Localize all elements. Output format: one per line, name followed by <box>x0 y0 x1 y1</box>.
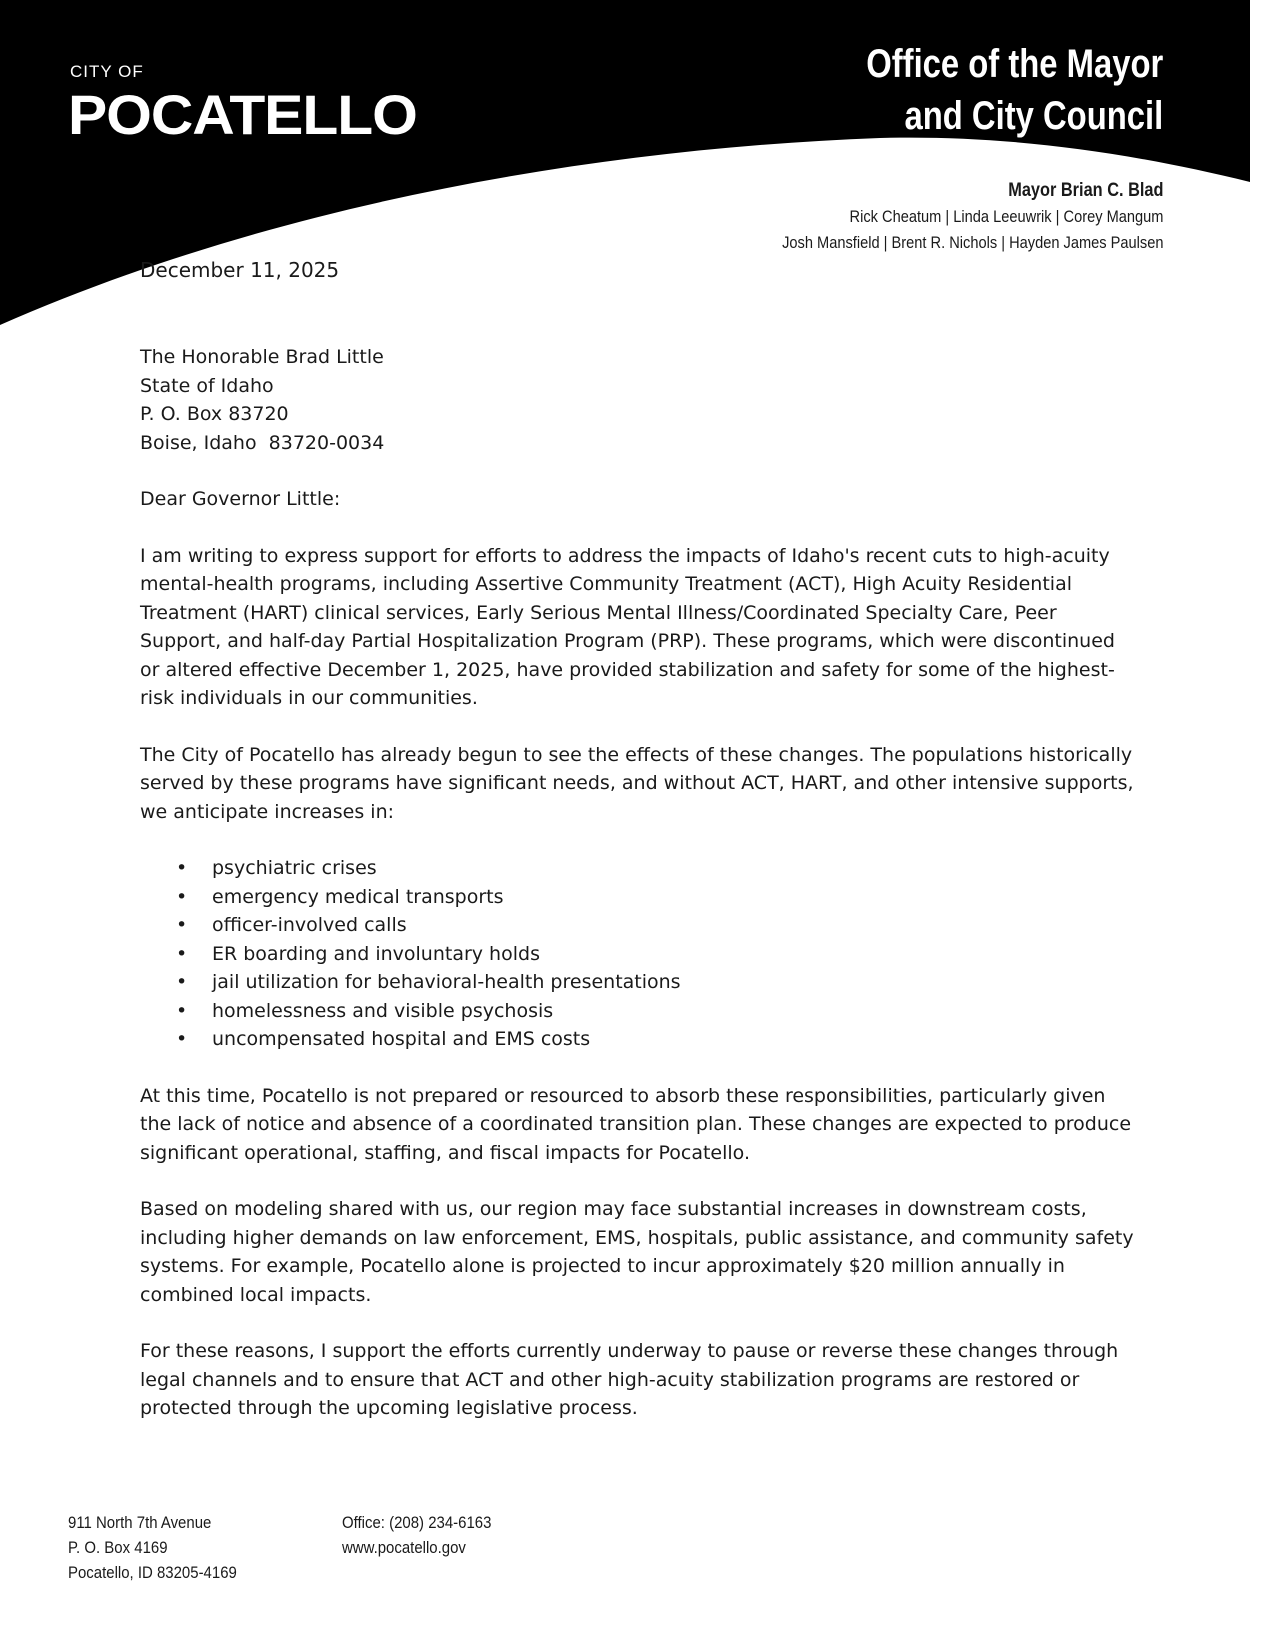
office-title-line2: and City Council <box>904 94 1163 138</box>
city-logo: POCATELLO <box>68 83 417 146</box>
council-list <box>782 178 1163 256</box>
paragraph: At this time, Pocatello is not prepared or resourced to absorb these responsibilities, particularly given the lack of notice and absence of a coordinated transition plan. These changes are expected to produce significant operational, staffing, and fiscal impacts for Pocatello. <box>140 1084 1132 1164</box>
recipient-address <box>140 343 1140 457</box>
council-line-2: Josh Mansfield | Brent R. Nichols | Hayden James Paulsen <box>781 233 1163 252</box>
office-title <box>866 38 1163 142</box>
letter-body <box>140 343 1140 1451</box>
salutation: Dear Governor Little: <box>140 488 341 510</box>
list-item: • uncompensated hospital and EMS costs <box>212 1025 1140 1054</box>
recipient-line: Boise, Idaho 83720-0034 <box>140 431 385 454</box>
address-line: Pocatello, ID 83205-4169 <box>68 1563 237 1582</box>
address-line: 911 North 7th Avenue <box>68 1513 212 1532</box>
recipient-line: State of Idaho <box>140 374 274 397</box>
footer-address <box>68 1510 237 1585</box>
paragraph: I am writing to express support for efforts to address the impacts of Idaho's recent cuts to high-acuity mental-health programs, including Assertive Community Treatment (ACT), High Acuity Residential Treatment (HART) clinical services, Early Serious Mental Illness/Coordinated Specialty Care, Peer Support, and half-day Partial Hospitalization Program (PRP). These programs, which were discontinued or altered effective December 1, 2025, have provided stabilization and safety for some of the highest-risk individuals in our communities. <box>140 544 1115 709</box>
website-link[interactable]: www.pocatello.gov <box>342 1538 466 1557</box>
office-phone: Office: (208) 234-6163 <box>342 1513 492 1532</box>
list-item: • ER boarding and involuntary holds <box>212 940 1140 969</box>
footer-contact <box>342 1510 491 1560</box>
list-item: • officer-involved calls <box>212 911 1140 940</box>
address-line: P. O. Box 4169 <box>68 1538 168 1557</box>
letter-date: December 11, 2025 <box>140 258 340 282</box>
paragraph: For these reasons, I support the efforts currently underway to pause or reverse these changes through legal channels and to ensure that ACT and other high-acuity stabilization programs are restored or protected through the upcoming legislative process. <box>140 1340 1119 1419</box>
logo-city-of: CITY OF <box>70 62 144 81</box>
paragraph: Based on modeling shared with us, our region may face substantial increases in downstream costs, including higher demands on law enforcement, EMS, hospitals, public assistance, and community safety systems. For example, Pocatello alone is projected to incur approximately $20 million annually in combined local impacts. <box>140 1198 1134 1306</box>
list-item: • jail utilization for behavioral-health presentations <box>212 968 1140 997</box>
list-item: • emergency medical transports <box>212 883 1140 912</box>
mayor-name: Mayor Brian C. Blad <box>1007 180 1163 201</box>
council-line-1: Rick Cheatum | Linda Leeuwrik | Corey Mangum <box>849 207 1163 226</box>
paragraph: The City of Pocatello has already begun to see the effects of these changes. The populations historically served by these programs have significant needs, and without ACT, HART, and other intensive supports, we anticipate increases in: <box>140 743 1134 823</box>
list-item: • homelessness and visible psychosis <box>212 997 1140 1026</box>
recipient-line: The Honorable Brad Little <box>140 346 384 368</box>
list-item: • psychiatric crises <box>212 854 1140 883</box>
recipient-line: P. O. Box 83720 <box>140 403 289 425</box>
impact-list <box>140 854 1140 1054</box>
office-title-line1: Office of the Mayor <box>865 42 1163 86</box>
